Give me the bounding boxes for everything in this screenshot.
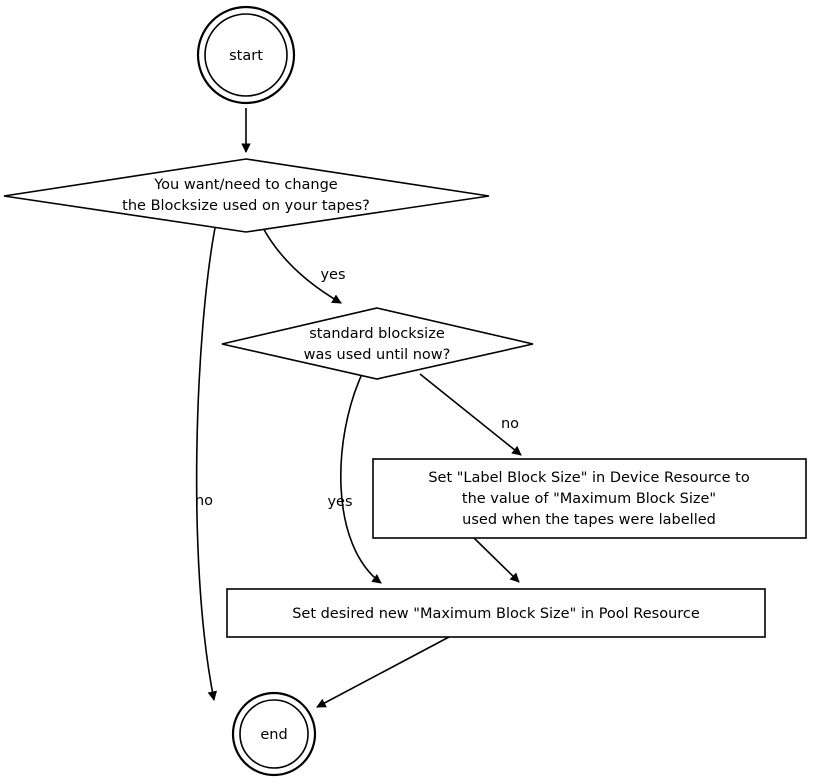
node-decision-standard-blocksize[interactable]	[222, 308, 533, 379]
node-start-label: start	[229, 48, 263, 64]
node-end[interactable]	[233, 693, 315, 775]
edge-process-label-block-to-process-pool	[474, 538, 519, 582]
node-process-set-pool-max-block-size[interactable]	[227, 589, 765, 637]
edge-decision2-no-to-process-label-block	[420, 374, 521, 455]
edge-label-decision1-no: no	[194, 493, 214, 509]
node-process-label-block-line3: used when the tapes were labelled	[462, 512, 716, 528]
node-process-label-block-line1: Set "Label Block Size" in Device Resource to	[428, 470, 750, 486]
node-start[interactable]	[198, 7, 294, 103]
edge-decision1-no-to-end	[195, 228, 215, 700]
edge-decision1-yes-to-decision2	[262, 226, 346, 303]
edge-label-decision2-yes: yes	[327, 494, 353, 510]
node-decision1-line2: the Blocksize used on your tapes?	[122, 198, 370, 214]
edge-label-decision1-yes: yes	[320, 267, 346, 283]
node-process-pool-line1: Set desired new "Maximum Block Size" in Pool Resource	[292, 606, 700, 622]
node-decision2-line1: standard blocksize	[309, 326, 445, 342]
edge-label-decision2-no: no	[500, 416, 520, 432]
node-decision-change-blocksize[interactable]	[4, 159, 489, 232]
edge-process-pool-to-end	[317, 637, 449, 707]
node-process-label-block-line2: the value of "Maximum Block Size"	[461, 491, 717, 507]
node-decision1-line1: You want/need to change	[154, 177, 338, 193]
node-process-set-label-block-size[interactable]	[373, 459, 806, 538]
node-end-label: end	[260, 727, 288, 743]
node-decision2-line2: was used until now?	[303, 347, 451, 363]
